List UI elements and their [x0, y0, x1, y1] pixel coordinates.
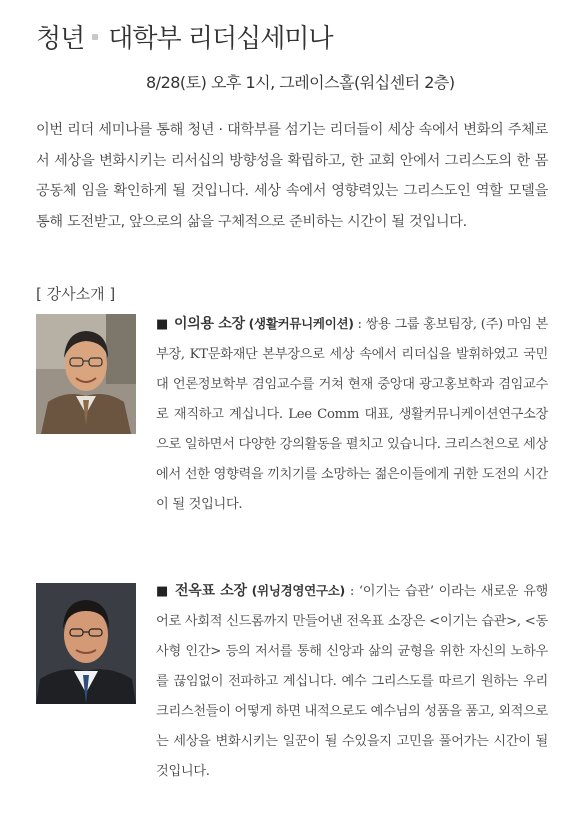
speaker-description: : 쌍용 그룹 홍보팀장, (주) 마임 본부장, KT문화재단 본부장으로 세상 속에서 리더십을 발휘하였고 국민대 언론정보학부 겸임교수를 거쳐 현재 중앙대 광고홍보학과 겸임교수로 재직하고 계십니다. Lee Comm 대표, 생활커뮤니케이션연구소장으로 일하면서 다양한 강의활동을 펼치고 있습니다. 크리스천으로 세상에서 선한 영향력을 끼치기를 소망하는 젊은이들에게 귀한 도전의 시간이 될 것입니다. [156, 317, 548, 512]
speaker-bio-jeon [156, 576, 548, 787]
bullet-square-icon: ■ [156, 584, 169, 599]
speaker-name: 이의용 소장 [174, 316, 245, 332]
title-part-youth: 청년 [36, 24, 85, 54]
speaker-affiliation: (위닝경영연구소) [251, 583, 345, 598]
speaker-bio-lee [156, 309, 548, 520]
speaker-affiliation: (생활커뮤니케이션) [248, 316, 354, 331]
speaker-description: : ‘이기는 습관’ 이라는 새로운 유행어로 사회적 신드롬까지 만들어낸 전옥표 소장은 <이기는 습관>, <동사형 인간> 등의 저서를 통해 신앙과 삶의 균형을 위한 자신의 노하우를 끊임없이 전파하고 계십니다. 예수 그리스도를 따르기 원하는 우리 크리스천들이 어떻게 하면 내적으로도 예수님의 성품을 품고, 외적으로는 세상을 변화시키는 일꾼이 될 수있을지 고민을 풀어가는 시간이 될 것입니다. [156, 584, 548, 779]
page-title [36, 18, 333, 55]
intro-paragraph: 이번 리더 세미나를 통해 청년 · 대학부를 섬기는 리더들이 세상 속에서 변화의 주체로서 세상을 변화시키는 리서십의 방향성을 확립하고, 한 교회 안에서 그리스도의 한 몸 공동체 임을 확인하게 될 것입니다. 세상 속에서 영향력있는 그리스도인 역할 모델을 통해 도전받고, 앞으로의 삶을 구체적으로 준비하는 시간이 될 것입니다. [36, 122, 548, 230]
speaker-photo-jeon [36, 583, 136, 704]
section-title-speakers: [ 강사소개 ] [36, 285, 116, 303]
bullet-square-icon: ■ [156, 317, 168, 332]
speaker-name: 전옥표 소장 [175, 583, 247, 599]
title-part-college: 대학부 리더십세미나 [108, 24, 333, 54]
title-separator-dot [92, 34, 98, 40]
speaker-photo-lee [36, 314, 136, 434]
event-datetime-location: 8/28(토) 오후 1시, 그레이스홀(워십센터 2층) [146, 73, 455, 92]
